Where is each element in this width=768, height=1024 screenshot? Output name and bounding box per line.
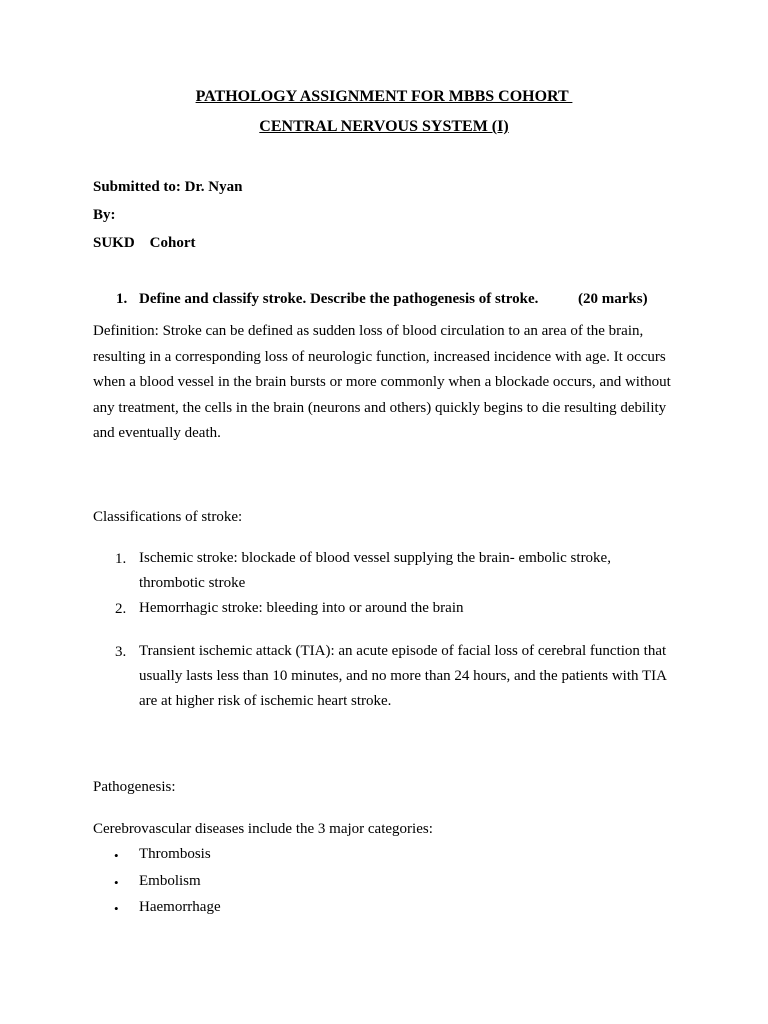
- bullet-icon: •: [114, 901, 119, 916]
- definition-paragraph: Definition: Stroke can be defined as sudden loss of blood circulation to an area of the brain, resulting in a corresponding loss of neurologic function, increased incidence with age. It occurs when a blood vessel in the brain bursts or more commonly when a blockade occurs, and without any treatment, the cells in the brain (neurons and others) quickly begins to die resulting debility and eventually death.: [93, 323, 671, 441]
- list-item-text: Ischemic stroke: blockade of blood vessel supplying the brain- embolic stroke, thrombotic stroke: [139, 550, 611, 591]
- list-number: 3.: [115, 644, 127, 660]
- list-item-text: Hemorrhagic stroke: bleeding into or around the brain: [139, 600, 464, 616]
- bullet-icon: •: [114, 875, 119, 890]
- title-line-1: PATHOLOGY ASSIGNMENT FOR MBBS COHORT: [195, 88, 573, 105]
- list-item-text: Embolism: [139, 873, 201, 889]
- list-item-text: Transient ischemic attack (TIA): an acute episode of facial loss of cerebral function that usually lasts less than 10 minutes, and no more than 24 hours, and the patients with TIA are at higher risk of ischemic heart stroke.: [139, 643, 667, 709]
- list-number: 2.: [115, 601, 127, 617]
- categories-intro: Cerebrovascular diseases include the 3 major categories:: [93, 821, 433, 837]
- list-item-text: Thrombosis: [139, 846, 211, 862]
- pathogenesis-heading: Pathogenesis:: [93, 779, 176, 795]
- question-marks: (20 marks): [578, 291, 648, 307]
- title-line-2: CENTRAL NERVOUS SYSTEM (I): [259, 118, 509, 135]
- list-number: 1.: [115, 551, 127, 567]
- question-number: 1.: [116, 291, 128, 307]
- classifications-heading: Classifications of stroke:: [93, 509, 243, 525]
- cohort-label: SUKD Cohort: [93, 235, 196, 251]
- list-item-text: Haemorrhage: [139, 899, 221, 915]
- bullet-icon: •: [114, 848, 119, 863]
- by-label: By:: [93, 207, 116, 223]
- question-text: Define and classify stroke. Describe the pathogenesis of stroke.: [139, 291, 539, 307]
- submitted-to: Submitted to: Dr. Nyan: [93, 179, 243, 195]
